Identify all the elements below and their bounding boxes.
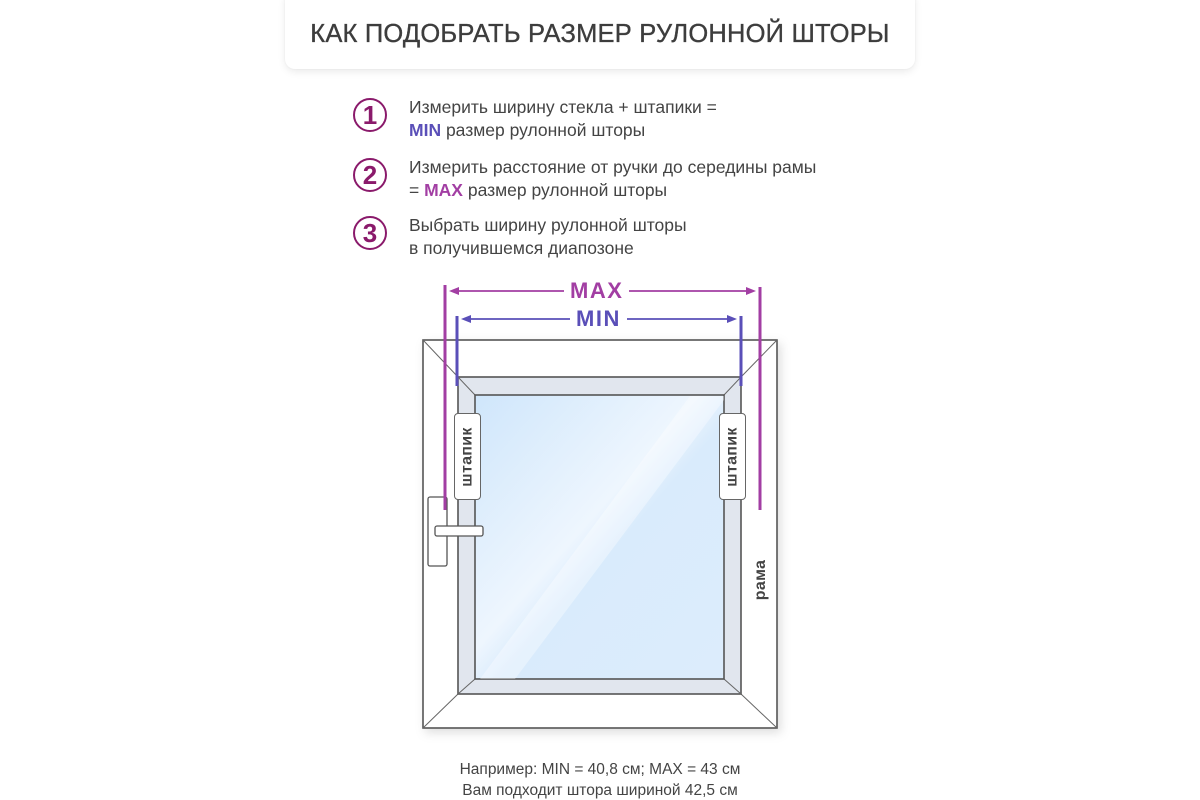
- max-label: MAX: [564, 280, 629, 302]
- step-line: Измерить расстояние от ручки до середины рамы: [409, 157, 817, 177]
- frame-label-text: рама: [752, 559, 769, 601]
- step-line: Измерить ширину стекла + штапики =: [409, 97, 717, 117]
- step-line: Выбрать ширину рулонной шторы: [409, 215, 687, 235]
- step-line-rest: размер рулонной шторы: [462, 180, 668, 200]
- bead-label-text: штапик: [723, 426, 741, 487]
- step-line: в получившемся диапозоне: [409, 238, 634, 258]
- frame-label: [736, 559, 786, 601]
- step-line-rest: размер рулонной шторы: [441, 120, 646, 140]
- bead-label-right: [719, 413, 746, 500]
- min-highlight: MIN: [409, 120, 442, 140]
- min-label: MIN: [570, 308, 627, 330]
- step-line-prefix: =: [409, 180, 425, 200]
- step-number-badge: 1: [353, 98, 387, 132]
- result-text: Вам подходит штора шириной 42,5 см: [462, 782, 738, 799]
- window-glass: [475, 395, 724, 679]
- step-number-badge: 2: [353, 158, 387, 192]
- bead-label-text: штапик: [458, 426, 476, 487]
- step-number-badge: 3: [353, 216, 387, 250]
- max-highlight: MAX: [424, 180, 463, 200]
- bead-label-left: [454, 413, 481, 500]
- example-text: Например: MIN = 40,8 см; MAX = 43 см: [459, 761, 741, 778]
- page-title: КАК ПОДОБРАТЬ РАЗМЕР РУЛОННОЙ ШТОРЫ: [310, 20, 890, 48]
